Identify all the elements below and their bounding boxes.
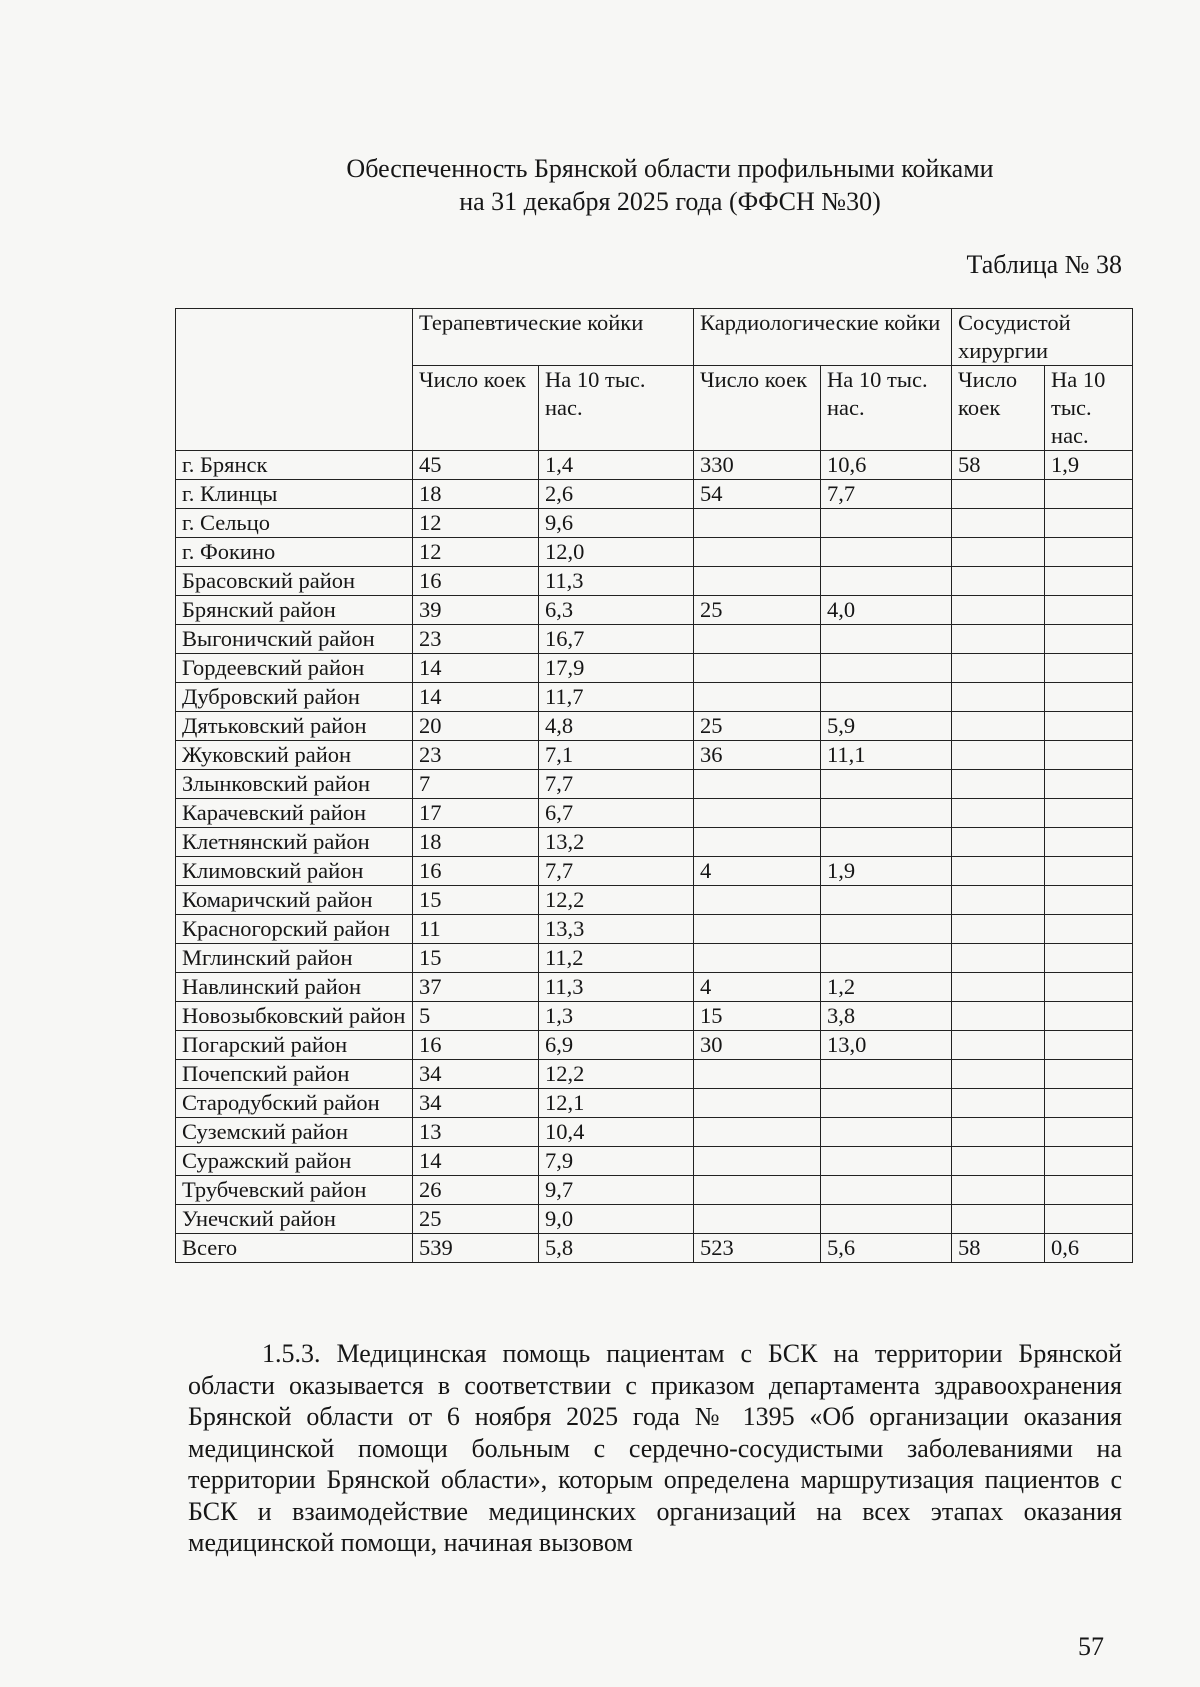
- cell-cardio-per10k: 7,7: [821, 480, 952, 509]
- cell-therapy-count: 12: [413, 538, 539, 567]
- table-row: [176, 1031, 1133, 1060]
- cell-vascular-count: [952, 1031, 1045, 1060]
- cell-district-name: Дубровский район: [176, 683, 413, 712]
- cell-vascular-count: [952, 1089, 1045, 1118]
- cell-cardio-count: [694, 944, 821, 973]
- cell-district-name: Всего: [176, 1234, 413, 1263]
- cell-cardio-per10k: 1,2: [821, 973, 952, 1002]
- table-row: [176, 596, 1133, 625]
- cell-vascular-count: [952, 712, 1045, 741]
- cell-vascular-count: [952, 944, 1045, 973]
- cell-cardio-count: 15: [694, 1002, 821, 1031]
- cell-vascular-count: [952, 567, 1045, 596]
- header-therapy: Терапевтические койки: [413, 309, 694, 366]
- cell-district-name: Погарский район: [176, 1031, 413, 1060]
- cell-cardio-count: [694, 886, 821, 915]
- cell-therapy-count: 17: [413, 799, 539, 828]
- cell-cardio-count: [694, 1205, 821, 1234]
- cell-cardio-per10k: [821, 538, 952, 567]
- cell-therapy-per10k: 12,2: [539, 886, 694, 915]
- cell-district-name: Климовский район: [176, 857, 413, 886]
- cell-vascular-per10k: [1045, 770, 1133, 799]
- cell-therapy-count: 23: [413, 741, 539, 770]
- cell-cardio-per10k: [821, 1118, 952, 1147]
- cell-cardio-count: 30: [694, 1031, 821, 1060]
- cell-vascular-count: [952, 1147, 1045, 1176]
- cell-therapy-per10k: 9,6: [539, 509, 694, 538]
- cell-district-name: Почепский район: [176, 1060, 413, 1089]
- cell-therapy-count: 34: [413, 1089, 539, 1118]
- cell-therapy-per10k: 7,7: [539, 857, 694, 886]
- table-row: [176, 799, 1133, 828]
- cell-vascular-count: [952, 799, 1045, 828]
- cell-therapy-count: 15: [413, 886, 539, 915]
- cell-cardio-count: 523: [694, 1234, 821, 1263]
- table-row: [176, 567, 1133, 596]
- cell-cardio-per10k: [821, 683, 952, 712]
- header-cardio: Кардиологические койки: [694, 309, 952, 366]
- cell-cardio-count: 4: [694, 973, 821, 1002]
- cell-therapy-count: 14: [413, 654, 539, 683]
- cell-district-name: Гордеевский район: [176, 654, 413, 683]
- cell-vascular-count: [952, 1176, 1045, 1205]
- cell-therapy-count: 37: [413, 973, 539, 1002]
- cell-therapy-per10k: 12,1: [539, 1089, 694, 1118]
- cell-vascular-per10k: 1,9: [1045, 451, 1133, 480]
- cell-cardio-count: [694, 1176, 821, 1205]
- subheader-per10k: На 10 тыс. нас.: [539, 366, 694, 451]
- cell-vascular-count: [952, 886, 1045, 915]
- cell-therapy-per10k: 4,8: [539, 712, 694, 741]
- cell-vascular-per10k: 0,6: [1045, 1234, 1133, 1263]
- cell-vascular-count: [952, 1118, 1045, 1147]
- cell-therapy-per10k: 7,9: [539, 1147, 694, 1176]
- cell-therapy-per10k: 7,7: [539, 770, 694, 799]
- cell-therapy-per10k: 9,0: [539, 1205, 694, 1234]
- cell-cardio-count: 4: [694, 857, 821, 886]
- cell-cardio-count: 36: [694, 741, 821, 770]
- title-line-2: на 31 декабря 2025 года (ФФСН №30): [459, 187, 881, 216]
- table-row: [176, 538, 1133, 567]
- cell-district-name: Дятьковский район: [176, 712, 413, 741]
- cell-therapy-per10k: 7,1: [539, 741, 694, 770]
- table-row: [176, 451, 1133, 480]
- cell-vascular-per10k: [1045, 857, 1133, 886]
- cell-therapy-per10k: 6,3: [539, 596, 694, 625]
- cell-cardio-per10k: [821, 654, 952, 683]
- table-row: [176, 770, 1133, 799]
- cell-vascular-per10k: [1045, 596, 1133, 625]
- cell-cardio-count: [694, 567, 821, 596]
- cell-cardio-per10k: [821, 915, 952, 944]
- cell-district-name: Суражский район: [176, 1147, 413, 1176]
- cell-therapy-count: 25: [413, 1205, 539, 1234]
- cell-therapy-count: 7: [413, 770, 539, 799]
- cell-vascular-per10k: [1045, 741, 1133, 770]
- table-row: [176, 1234, 1133, 1263]
- cell-cardio-count: 25: [694, 712, 821, 741]
- cell-cardio-per10k: [821, 1205, 952, 1234]
- cell-district-name: г. Сельцо: [176, 509, 413, 538]
- cell-therapy-per10k: 5,8: [539, 1234, 694, 1263]
- cell-therapy-per10k: 12,2: [539, 1060, 694, 1089]
- table-row: [176, 1176, 1133, 1205]
- cell-vascular-count: [952, 857, 1045, 886]
- cell-vascular-per10k: [1045, 1176, 1133, 1205]
- subheader-count: Число коек: [413, 366, 539, 451]
- cell-vascular-per10k: [1045, 567, 1133, 596]
- subheader-per10k: На 10 тыс. нас.: [1045, 366, 1133, 451]
- cell-therapy-count: 18: [413, 480, 539, 509]
- subheader-per10k: На 10 тыс. нас.: [821, 366, 952, 451]
- cell-district-name: Брянский район: [176, 596, 413, 625]
- table-row: [176, 915, 1133, 944]
- table-row: [176, 509, 1133, 538]
- cell-cardio-count: [694, 799, 821, 828]
- cell-cardio-per10k: [821, 1060, 952, 1089]
- cell-vascular-per10k: [1045, 799, 1133, 828]
- cell-cardio-count: 330: [694, 451, 821, 480]
- cell-cardio-per10k: [821, 1147, 952, 1176]
- cell-therapy-per10k: 1,3: [539, 1002, 694, 1031]
- page-number: 57: [1078, 1632, 1104, 1661]
- cell-therapy-per10k: 13,3: [539, 915, 694, 944]
- cell-district-name: Красногорский район: [176, 915, 413, 944]
- cell-vascular-count: [952, 654, 1045, 683]
- cell-district-name: Выгоничский район: [176, 625, 413, 654]
- cell-cardio-count: [694, 1060, 821, 1089]
- cell-therapy-count: 5: [413, 1002, 539, 1031]
- cell-therapy-count: 18: [413, 828, 539, 857]
- cell-district-name: Клетнянский район: [176, 828, 413, 857]
- table-row: [176, 741, 1133, 770]
- cell-cardio-per10k: [821, 625, 952, 654]
- cell-vascular-per10k: [1045, 1205, 1133, 1234]
- cell-vascular-per10k: [1045, 683, 1133, 712]
- table-row: [176, 857, 1133, 886]
- cell-therapy-count: 15: [413, 944, 539, 973]
- cell-vascular-count: [952, 596, 1045, 625]
- cell-therapy-per10k: 11,3: [539, 567, 694, 596]
- cell-cardio-per10k: 5,6: [821, 1234, 952, 1263]
- cell-district-name: Трубчевский район: [176, 1176, 413, 1205]
- cell-therapy-count: 539: [413, 1234, 539, 1263]
- cell-therapy-count: 23: [413, 625, 539, 654]
- beds-table: [175, 308, 1133, 1263]
- cell-vascular-count: [952, 509, 1045, 538]
- cell-cardio-count: [694, 1089, 821, 1118]
- table-row: [176, 625, 1133, 654]
- cell-vascular-per10k: [1045, 828, 1133, 857]
- cell-district-name: Мглинский район: [176, 944, 413, 973]
- document-title: [250, 152, 1090, 218]
- cell-district-name: Злынковский район: [176, 770, 413, 799]
- table-row: [176, 480, 1133, 509]
- cell-cardio-per10k: 4,0: [821, 596, 952, 625]
- subheader-count: Число коек: [952, 366, 1045, 451]
- cell-vascular-per10k: [1045, 538, 1133, 567]
- cell-cardio-per10k: [821, 509, 952, 538]
- cell-district-name: Жуковский район: [176, 741, 413, 770]
- cell-cardio-per10k: [821, 1176, 952, 1205]
- cell-therapy-count: 16: [413, 1031, 539, 1060]
- cell-cardio-count: 25: [694, 596, 821, 625]
- cell-therapy-per10k: 11,2: [539, 944, 694, 973]
- cell-vascular-per10k: [1045, 944, 1133, 973]
- cell-district-name: Брасовский район: [176, 567, 413, 596]
- cell-therapy-count: 14: [413, 683, 539, 712]
- cell-vascular-per10k: [1045, 480, 1133, 509]
- table-row: [176, 1118, 1133, 1147]
- table-row: [176, 654, 1133, 683]
- cell-therapy-per10k: 12,0: [539, 538, 694, 567]
- cell-therapy-per10k: 10,4: [539, 1118, 694, 1147]
- table-row: [176, 1060, 1133, 1089]
- cell-cardio-per10k: [821, 567, 952, 596]
- cell-district-name: Суземский район: [176, 1118, 413, 1147]
- cell-vascular-per10k: [1045, 1089, 1133, 1118]
- cell-vascular-per10k: [1045, 1031, 1133, 1060]
- cell-vascular-per10k: [1045, 1147, 1133, 1176]
- cell-cardio-per10k: 10,6: [821, 451, 952, 480]
- cell-vascular-count: [952, 683, 1045, 712]
- cell-district-name: г. Клинцы: [176, 480, 413, 509]
- cell-therapy-count: 34: [413, 1060, 539, 1089]
- cell-cardio-count: [694, 828, 821, 857]
- table-row: [176, 1002, 1133, 1031]
- table-row: [176, 712, 1133, 741]
- cell-therapy-per10k: 17,9: [539, 654, 694, 683]
- cell-vascular-per10k: [1045, 1002, 1133, 1031]
- cell-vascular-per10k: [1045, 509, 1133, 538]
- header-blank-cell: [176, 309, 413, 451]
- cell-cardio-count: 54: [694, 480, 821, 509]
- cell-vascular-count: [952, 1002, 1045, 1031]
- cell-district-name: Стародубский район: [176, 1089, 413, 1118]
- cell-vascular-per10k: [1045, 915, 1133, 944]
- cell-cardio-count: [694, 770, 821, 799]
- cell-cardio-per10k: [821, 1089, 952, 1118]
- cell-vascular-per10k: [1045, 973, 1133, 1002]
- cell-district-name: г. Брянск: [176, 451, 413, 480]
- cell-therapy-per10k: 9,7: [539, 1176, 694, 1205]
- cell-therapy-count: 16: [413, 567, 539, 596]
- table-row: [176, 944, 1133, 973]
- cell-therapy-count: 16: [413, 857, 539, 886]
- cell-vascular-count: [952, 625, 1045, 654]
- cell-cardio-count: [694, 1118, 821, 1147]
- cell-vascular-count: [952, 828, 1045, 857]
- body-paragraph: 1.5.3. Медицинская помощь пациентам с БСК на территории Брянской области оказывается в соответствии с приказом департамента здравоохранения Брянской области от 6 ноября 2025 года № 1395 «Об организации оказания медицинской помощи больным с сердечно-сосудистыми заболеваниями на территории Брянской области», которым определена маршрутизация пациентов с БСК и взаимодействие медицинских организаций на всех этапах оказания медицинской помощи, начиная вызовом: [188, 1339, 1122, 1557]
- cell-therapy-per10k: 2,6: [539, 480, 694, 509]
- cell-cardio-count: [694, 683, 821, 712]
- cell-vascular-per10k: [1045, 1060, 1133, 1089]
- cell-vascular-count: [952, 915, 1045, 944]
- cell-therapy-per10k: 11,7: [539, 683, 694, 712]
- cell-therapy-per10k: 6,9: [539, 1031, 694, 1060]
- cell-therapy-per10k: 13,2: [539, 828, 694, 857]
- cell-cardio-per10k: [821, 944, 952, 973]
- cell-cardio-count: [694, 625, 821, 654]
- cell-vascular-count: 58: [952, 451, 1045, 480]
- cell-cardio-per10k: [821, 828, 952, 857]
- cell-vascular-count: [952, 1060, 1045, 1089]
- cell-therapy-count: 14: [413, 1147, 539, 1176]
- cell-vascular-count: 58: [952, 1234, 1045, 1263]
- cell-district-name: Комаричский район: [176, 886, 413, 915]
- cell-cardio-count: [694, 538, 821, 567]
- table-row: [176, 1147, 1133, 1176]
- header-vascular: Сосудистой хирургии: [952, 309, 1133, 366]
- cell-therapy-count: 20: [413, 712, 539, 741]
- cell-vascular-count: [952, 741, 1045, 770]
- cell-therapy-count: 12: [413, 509, 539, 538]
- table-row: [176, 683, 1133, 712]
- cell-vascular-count: [952, 538, 1045, 567]
- cell-cardio-count: [694, 509, 821, 538]
- table-row: [176, 1089, 1133, 1118]
- cell-district-name: Карачевский район: [176, 799, 413, 828]
- cell-cardio-per10k: 11,1: [821, 741, 952, 770]
- table-header-row-groups: [176, 309, 1133, 366]
- cell-vascular-count: [952, 770, 1045, 799]
- cell-vascular-per10k: [1045, 625, 1133, 654]
- table-row: [176, 828, 1133, 857]
- cell-cardio-per10k: 1,9: [821, 857, 952, 886]
- cell-district-name: Новозыбковский район: [176, 1002, 413, 1031]
- cell-district-name: г. Фокино: [176, 538, 413, 567]
- cell-cardio-count: [694, 654, 821, 683]
- cell-cardio-per10k: 13,0: [821, 1031, 952, 1060]
- title-line-1: Обеспеченность Брянской области профильными койками: [346, 154, 994, 183]
- cell-cardio-count: [694, 1147, 821, 1176]
- cell-cardio-per10k: [821, 886, 952, 915]
- cell-district-name: Навлинский район: [176, 973, 413, 1002]
- cell-cardio-per10k: [821, 799, 952, 828]
- cell-therapy-per10k: 1,4: [539, 451, 694, 480]
- cell-therapy-count: 11: [413, 915, 539, 944]
- cell-district-name: Унечский район: [176, 1205, 413, 1234]
- cell-vascular-per10k: [1045, 1118, 1133, 1147]
- table-row: [176, 1205, 1133, 1234]
- cell-cardio-per10k: [821, 770, 952, 799]
- cell-vascular-per10k: [1045, 654, 1133, 683]
- cell-cardio-per10k: 5,9: [821, 712, 952, 741]
- table-label: Таблица № 38: [966, 250, 1122, 279]
- cell-therapy-per10k: 6,7: [539, 799, 694, 828]
- subheader-count: Число коек: [694, 366, 821, 451]
- cell-vascular-per10k: [1045, 886, 1133, 915]
- cell-vascular-count: [952, 1205, 1045, 1234]
- cell-therapy-per10k: 16,7: [539, 625, 694, 654]
- cell-vascular-count: [952, 480, 1045, 509]
- cell-cardio-count: [694, 915, 821, 944]
- cell-vascular-count: [952, 973, 1045, 1002]
- table-row: [176, 973, 1133, 1002]
- cell-therapy-count: 45: [413, 451, 539, 480]
- cell-therapy-per10k: 11,3: [539, 973, 694, 1002]
- cell-therapy-count: 39: [413, 596, 539, 625]
- cell-vascular-per10k: [1045, 712, 1133, 741]
- cell-cardio-per10k: 3,8: [821, 1002, 952, 1031]
- table-row: [176, 886, 1133, 915]
- cell-therapy-count: 26: [413, 1176, 539, 1205]
- cell-therapy-count: 13: [413, 1118, 539, 1147]
